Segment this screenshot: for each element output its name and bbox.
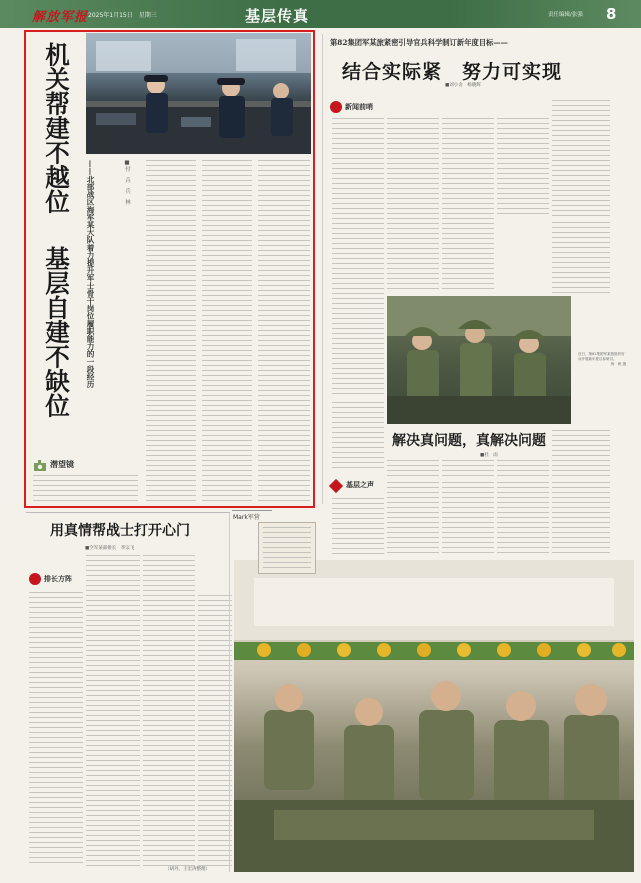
news-tag-icon <box>330 101 342 113</box>
right-body-col-7 <box>332 402 384 470</box>
right-body-col-5 <box>552 100 610 218</box>
bottom-body-col-1 <box>29 592 83 867</box>
bottom-body-col-4 <box>198 595 232 867</box>
news-tag: 新闻前哨 <box>345 102 373 111</box>
right-body-col-9 <box>442 460 494 478</box>
right-body-col-12 <box>332 498 384 556</box>
feature-headline-2: 基层自建不缺位 <box>42 246 71 418</box>
right-body-col-2 <box>387 118 439 293</box>
right-body-col-1 <box>332 118 384 398</box>
training-photo <box>387 296 571 424</box>
section-title: 基层传真 <box>245 7 310 25</box>
feature-subtitle: ——北部战区海军某大队着力提升军士骨干岗位履职能力的一段经历 <box>86 160 95 388</box>
right-body-col-6 <box>552 222 610 294</box>
second-byline: ■杜 雨 <box>480 453 498 458</box>
voice-tag-icon <box>329 479 343 493</box>
right-feature-headline: 结合实际紧 努力可实现 <box>342 61 563 83</box>
continuation-note: （胡丹、王宏涛整理） <box>165 867 210 872</box>
quote-lines <box>263 527 311 569</box>
quote-box <box>258 522 316 574</box>
editor-note-title: 潜望镜 <box>50 459 74 469</box>
column-rule <box>229 512 230 872</box>
right-body-col-15 <box>497 482 549 556</box>
classroom-photo <box>234 560 634 872</box>
right-body-col-8 <box>387 460 439 478</box>
editor-line: 责任编辑/张强 <box>548 12 583 18</box>
caption-credit: 杨 帆 摄 <box>610 362 626 366</box>
mark-tag: Mark军营 <box>233 514 260 521</box>
editor-note-body <box>33 475 138 505</box>
bottom-left-headline: 用真情帮战士打开心门 <box>50 523 190 539</box>
right-feature-kicker: 第82集团军某旅紧密引导官兵科学制订新年度目标—— <box>330 38 508 47</box>
bottom-left-byline: ■空军某部排长 李宗飞 <box>85 546 135 551</box>
feature-body-col-3 <box>258 160 310 505</box>
right-body-col-3 <box>442 118 494 293</box>
feature-headline-1: 机关帮建不越位 <box>42 42 71 214</box>
feature-body-col-2 <box>202 160 252 505</box>
right-feature-byline: ■刘小舍 杨晓辉 <box>445 83 481 88</box>
right-body-col-10 <box>497 460 549 478</box>
right-body-col-16 <box>552 482 610 556</box>
right-body-col-14 <box>442 482 494 556</box>
bottom-body-col-2 <box>86 555 140 867</box>
column-rule <box>322 34 323 504</box>
voice-tag: 基层之声 <box>346 480 374 489</box>
newspaper-logo: 解放军报 <box>32 10 89 25</box>
photo-caption-right <box>578 352 626 397</box>
section-rule <box>26 512 230 513</box>
column-tag: 排长方阵 <box>44 574 72 583</box>
bridge-photo <box>86 33 311 154</box>
feature-byline: ■付 垚 兵 林 <box>124 160 130 205</box>
feature-body-col-1 <box>146 160 196 505</box>
caption-text: 近日，第82集团军某旅组织官兵开展新年度目标研讨。 <box>578 352 625 361</box>
right-body-col-11 <box>552 430 610 478</box>
right-body-col-4 <box>497 118 549 218</box>
right-body-col-13 <box>387 482 439 556</box>
column-tag-icon <box>29 573 41 585</box>
second-headline: 解决真问题，真解决问题 <box>392 433 546 449</box>
date-line: 2025年1月15日 星期三 <box>88 12 157 19</box>
periscope-icon <box>33 458 47 472</box>
page-number: 8 <box>606 5 617 23</box>
bottom-body-col-3 <box>143 555 195 867</box>
